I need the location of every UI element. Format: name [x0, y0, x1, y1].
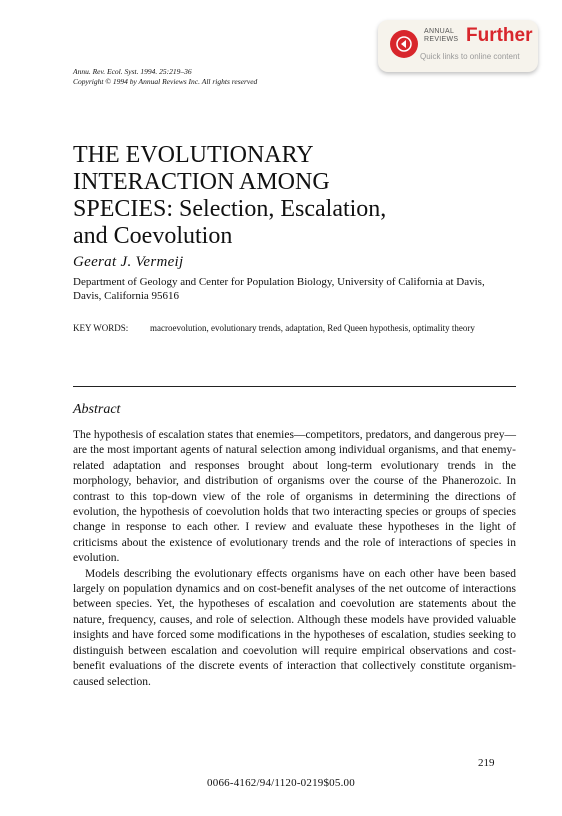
article-title [73, 142, 493, 250]
page-number: 219 [478, 757, 495, 769]
title-line-2: INTERACTION AMONG [73, 169, 330, 195]
abstract-body [73, 428, 516, 690]
article-code: 0066-4162/94/1120-0219$05.00 [207, 777, 355, 789]
author-affiliation: Department of Geology and Center for Population Biology, University of California at Davis, Davis, California 95616 [73, 276, 485, 302]
badge-tagline: Quick links to online content [420, 52, 520, 61]
badge-further-text: Further [466, 25, 533, 46]
annual-reviews-wordmark [424, 28, 458, 44]
citation-line-2: Copyright © 1994 by Annual Reviews Inc. All rights reserved [73, 77, 258, 86]
abstract-paragraph-1: The hypothesis of escalation states that enemies—competitors, predators, and dangerous prey—are the most important agents of natural selection among individual organisms, and that enemy-related adaptation and responses brought about long-term evolutionary trends in the morphology, behavior, and distribution of organisms over the course of the Phanerozoic. In contrast to this top-down view of the role of organisms in determining the directions of evolution, the hypothesis of coevolution holds that two interacting species or groups of species change in response to each other. I review and evaluate these hypotheses in the light of criticisms about the existence of evolutionary trends and the role of interactions of species in evolution. [73, 429, 516, 565]
keywords-text: macroevolution, evolutionary trends, adaptation, Red Queen hypothesis, optimality theory [150, 323, 475, 333]
abstract-heading: Abstract [73, 402, 121, 417]
badge-annual-text: ANNUAL [424, 28, 455, 35]
keywords-label: KEY WORDS: [73, 323, 129, 333]
title-line-3: SPECIES: Selection, Escalation, [73, 196, 387, 222]
badge-reviews-text: REVIEWS [424, 36, 459, 43]
author-name: Geerat J. Vermeij [73, 254, 184, 270]
further-badge[interactable] [378, 20, 538, 72]
citation-line-1: Annu. Rev. Ecol. Syst. 1994. 25:219–36 [73, 67, 192, 76]
play-arrow-icon [390, 30, 418, 58]
title-line-4: and Coevolution [73, 223, 233, 249]
abstract-paragraph-2: Models describing the evolutionary effects organisms have on each other have been based largely on population dynamics and on cost-benefit analyses of the net outcome of interactions between species. Yet, the hypotheses of escalation and coevolution are statements about the nature, frequency, causes, and role of selection. Although these models have provided valuable insights and have forced some modifications in the hypotheses of escalation, studies seeking to distinguish between escalation and coevolution will require empirical observations and cost-benefit evaluations of the discrete events of interaction that collectively constitute organism-caused selection. [73, 567, 516, 688]
section-divider [73, 386, 516, 387]
journal-citation [73, 67, 257, 87]
title-line-1: THE EVOLUTIONARY [73, 142, 314, 168]
